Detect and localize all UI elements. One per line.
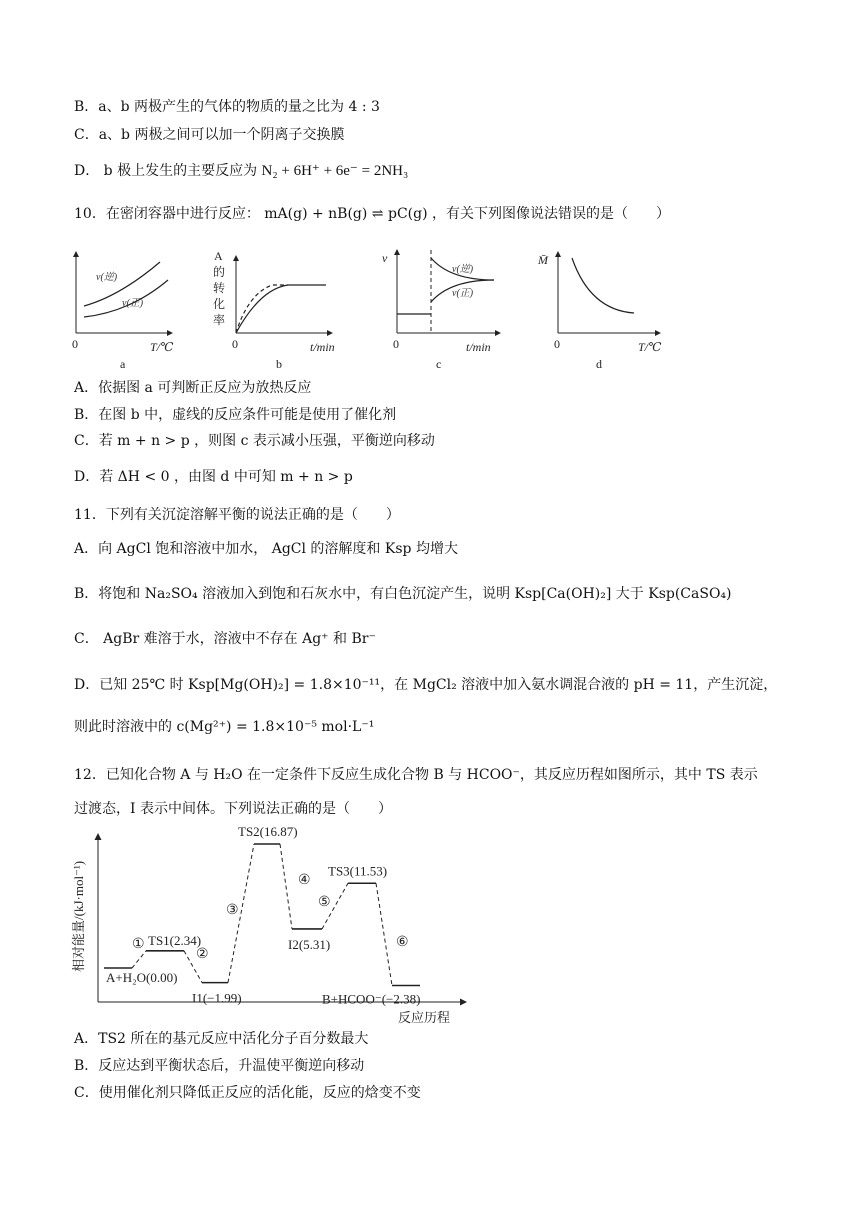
graph-c-ylabel: v bbox=[382, 251, 388, 265]
q10-option-d: D．若 ΔH < 0 ，由图 d 中可知 m + n > p bbox=[74, 469, 353, 485]
q11-option-a: A．向 AgCl 饱和溶液中加水， AgCl 的溶解度和 Ksp 均增大 bbox=[74, 541, 458, 557]
graph-d-origin: 0 bbox=[554, 337, 560, 351]
graph-c-label-forward: v(正) bbox=[452, 288, 474, 299]
q11-stem: 11．下列有关沉淀溶解平衡的说法正确的是（ ） bbox=[74, 507, 400, 523]
energy-level-label-1: TS1(2.34) bbox=[148, 932, 202, 948]
q12-stem-line1: 12．已知化合物 A 与 H₂O 在一定条件下反应生成化合物 B 与 HCOO⁻，其反应历程如图所示，其中 TS 表示 bbox=[74, 767, 758, 783]
step-marker-2: ② bbox=[196, 947, 209, 962]
step-marker-6: ⑥ bbox=[396, 935, 409, 950]
graph-b-dashed-curve bbox=[236, 285, 288, 333]
q10-option-b: B．在图 b 中，虚线的反应条件可能是使用了催化剂 bbox=[74, 407, 397, 423]
q11-option-b: B．将饱和 Na₂SO₄ 溶液加入到饱和石灰水中，有白色沉淀产生，说明 Ksp[Ca(OH)₂] 大于 Ksp(CaSO₄) bbox=[74, 586, 732, 602]
graph-b-ylabel-3: 化 bbox=[213, 297, 226, 311]
graph-d-ylabel: M̄ bbox=[538, 253, 548, 267]
graph-b-solid-curve bbox=[236, 285, 326, 333]
graph-c-origin: 0 bbox=[393, 337, 399, 351]
graph-b-ylabel-4: 率 bbox=[213, 313, 226, 327]
graph-b-ylabel-1: 的 bbox=[213, 265, 226, 279]
q12-option-a: A．TS2 所在的基元反应中活化分子百分数最大 bbox=[74, 1031, 369, 1047]
q9-option-c: C．a、b 两极之间可以加一个阴离子交换膜 bbox=[74, 127, 345, 143]
q9-option-d-equation: N₂ + 6H⁺ + 6e⁻ = 2NH₃ bbox=[261, 163, 409, 179]
q12-option-c: C．使用催化剂只降低正反应的活化能，反应的焓变不变 bbox=[74, 1085, 421, 1101]
graph-b-caption: b bbox=[276, 357, 282, 371]
energy-connector-4 bbox=[280, 844, 292, 929]
graph-a-caption: a bbox=[120, 357, 126, 371]
energy-level-label-4: I2(5.31) bbox=[288, 936, 331, 952]
energy-xlabel: 反应历程 bbox=[398, 1010, 451, 1025]
q11-option-d-line1: D．已知 25℃ 时 Ksp[Mg(OH)₂] = 1.8×10⁻¹¹，在 MgCl₂ 溶液中加入氨水调混合液的 pH = 11，产生沉淀， bbox=[74, 677, 778, 693]
graph-c-xlabel: t/min bbox=[466, 340, 491, 354]
graph-b bbox=[213, 249, 335, 371]
q10-stem: 10．在密闭容器中进行反应： mA(g) + nB(g) ⇌ pC(g) ，有关下列图像说法错误的是（ ） bbox=[74, 206, 670, 222]
graph-d-curve bbox=[572, 258, 634, 313]
graph-c bbox=[382, 250, 500, 371]
step-marker-4: ④ bbox=[298, 873, 311, 888]
energy-connector-1 bbox=[132, 951, 146, 968]
graph-d-xlabel: T/℃ bbox=[638, 340, 662, 354]
energy-level-label-0: A+H₂O(0.00) bbox=[106, 970, 178, 985]
graph-a-label-forward: v(正) bbox=[122, 298, 144, 309]
step-marker-1: ① bbox=[132, 937, 145, 952]
graph-a-label-reverse: v(逆) bbox=[96, 272, 118, 283]
q10-graphs bbox=[60, 244, 680, 374]
q12-stem-line2: 过渡态，I 表示中间体。下列说法正确的是（ ） bbox=[74, 801, 392, 817]
step-marker-3: ③ bbox=[226, 903, 239, 918]
q11-option-c: C． AgBr 难溶于水，溶液中不存在 Ag⁺ 和 Br⁻ bbox=[74, 631, 376, 647]
energy-connector-6 bbox=[376, 883, 392, 985]
graph-d-caption: d bbox=[596, 357, 602, 371]
graph-d bbox=[537, 252, 662, 371]
energy-level-label-5: TS3(11.53) bbox=[328, 863, 388, 879]
graph-b-ylabel-0: A bbox=[214, 249, 223, 263]
q12-option-b: B．反应达到平衡状态后，升温使平衡逆向移动 bbox=[74, 1058, 365, 1074]
q9-option-d bbox=[74, 161, 408, 181]
graph-b-xlabel: t/min bbox=[310, 340, 335, 354]
q10-option-c: C．若 m + n > p ，则图 c 表示减小压强，平衡逆向移动 bbox=[74, 433, 435, 449]
q9-option-d-text: D． b 极上发生的主要反应为 bbox=[74, 163, 262, 179]
graph-a-origin: 0 bbox=[72, 337, 78, 351]
energy-level-label-6: B+HCOO⁻(−2.38) bbox=[322, 991, 421, 1007]
graph-b-ylabel-2: 转 bbox=[213, 281, 226, 295]
energy-profile-diagram bbox=[66, 822, 476, 1032]
step-marker-5: ⑤ bbox=[318, 895, 331, 910]
graph-b-origin: 0 bbox=[232, 337, 238, 351]
q10-option-a: A．依据图 a 可判断正反应为放热反应 bbox=[74, 380, 312, 396]
graph-a-xlabel: T/℃ bbox=[150, 340, 174, 354]
q9-option-b: B．a、b 两极产生的气体的物质的量之比为 4 : 3 bbox=[74, 99, 380, 115]
energy-level-label-3: TS2(16.87) bbox=[238, 824, 298, 839]
q11-option-d-line2: 则此时溶液中的 c(Mg²⁺) = 1.8×10⁻⁵ mol·L⁻¹ bbox=[74, 719, 375, 735]
energy-ylabel: 相对能量/(kJ·mol⁻¹) bbox=[71, 860, 86, 972]
graph-c-caption: c bbox=[436, 357, 442, 371]
graph-c-label-reverse: v(逆) bbox=[452, 264, 474, 275]
energy-level-label-2: I1(−1.99) bbox=[192, 990, 242, 1006]
graph-a bbox=[72, 252, 174, 371]
